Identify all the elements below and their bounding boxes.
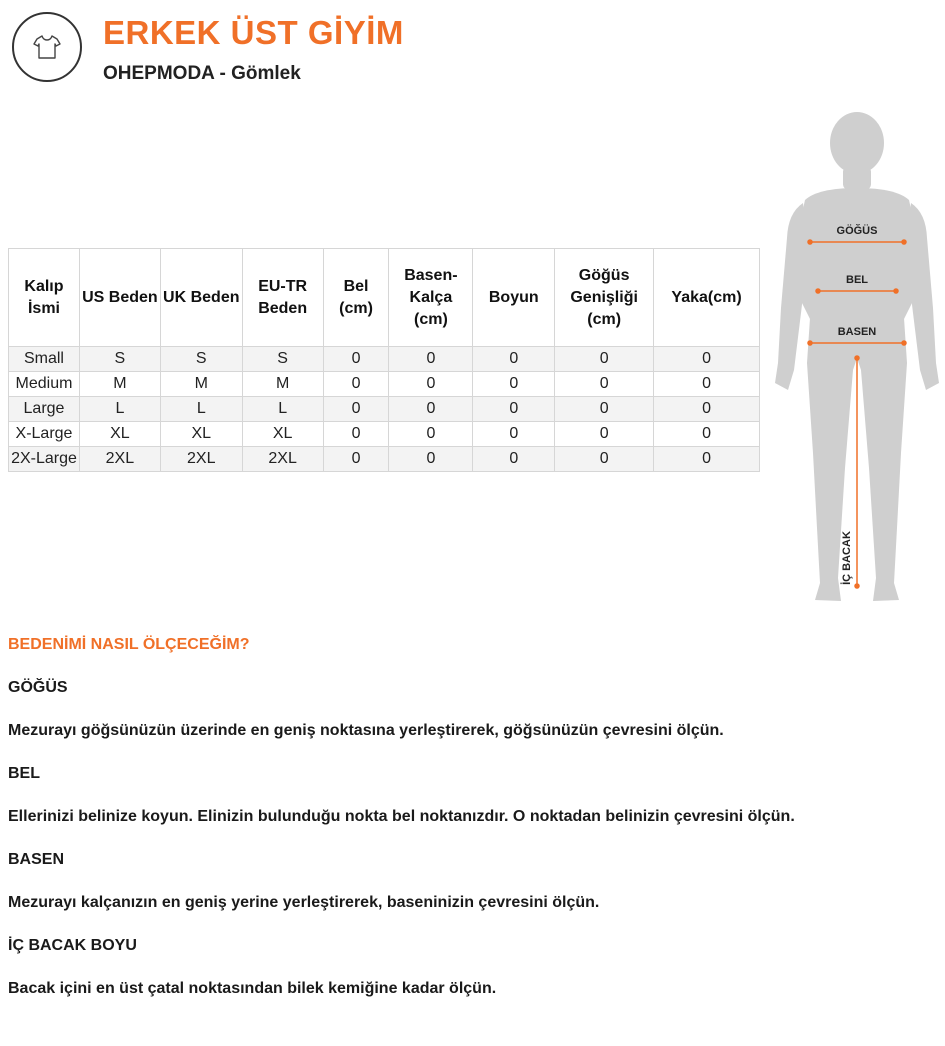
table-cell: 0 — [473, 397, 555, 422]
table-row — [9, 372, 760, 397]
table-row — [9, 447, 760, 472]
table-cell: 0 — [555, 422, 654, 447]
table-cell: 2XL — [79, 447, 160, 472]
table-cell: L — [160, 397, 242, 422]
table-cell: 0 — [389, 447, 473, 472]
waist-label: BEL — [846, 274, 868, 286]
table-cell: 0 — [389, 422, 473, 447]
column-header: Yaka(cm) — [654, 249, 760, 347]
table-cell: 2X-Large — [9, 447, 80, 472]
guide-text-chest: Mezurayı göğsünüzün üzerinde en geniş noktasına yerleştirerek, göğsünüzün çevresini ölçün. — [8, 722, 724, 739]
table-cell: 2XL — [242, 447, 323, 472]
guide-heading-waist: BEL — [8, 765, 40, 782]
hip-label: BASEN — [837, 326, 877, 338]
table-cell: 0 — [654, 422, 760, 447]
table-cell: M — [242, 372, 323, 397]
column-header: US Beden — [79, 249, 160, 347]
table-cell: Small — [9, 347, 80, 372]
table-cell: X-Large — [9, 422, 80, 447]
human-silhouette-icon — [770, 108, 945, 608]
table-cell: L — [242, 397, 323, 422]
table-cell: 0 — [389, 397, 473, 422]
table-cell: M — [160, 372, 242, 397]
tshirt-icon — [32, 32, 62, 62]
table-cell: 0 — [555, 372, 654, 397]
guide-text-waist: Ellerinizi belinize koyun. Elinizin bulunduğu nokta bel noktanızdır. O noktadan belinizin çevresini ölçün. — [8, 808, 795, 825]
table-cell: L — [79, 397, 160, 422]
table-cell: 0 — [555, 397, 654, 422]
table-cell: 0 — [323, 422, 389, 447]
table-cell: 0 — [323, 347, 389, 372]
page-subtitle: OHEPMODA - Gömlek — [103, 63, 301, 84]
size-table — [8, 248, 760, 472]
table-cell: 0 — [323, 397, 389, 422]
table-cell: S — [79, 347, 160, 372]
guide-heading-inseam: İÇ BACAK BOYU — [8, 937, 137, 954]
table-row — [9, 422, 760, 447]
column-header: Boyun — [473, 249, 555, 347]
table-cell: 0 — [389, 372, 473, 397]
table-header-row — [9, 249, 760, 347]
table-row — [9, 347, 760, 372]
body-measurement-figure — [770, 108, 945, 608]
table-cell: 0 — [654, 397, 760, 422]
table-cell: 0 — [654, 372, 760, 397]
column-header: UK Beden — [160, 249, 242, 347]
page-title: ERKEK ÜST GİYİM — [103, 14, 404, 51]
table-cell: 0 — [555, 447, 654, 472]
table-cell: 0 — [654, 447, 760, 472]
guide-heading-hip: BASEN — [8, 851, 65, 868]
table-cell: 0 — [473, 447, 555, 472]
table-cell: 2XL — [160, 447, 242, 472]
column-header: EU-TR Beden — [242, 249, 323, 347]
table-cell: XL — [160, 422, 242, 447]
column-header: Göğüs Genişliği (cm) — [555, 249, 654, 347]
table-cell: 0 — [473, 347, 555, 372]
column-header: Basen-Kalça (cm) — [389, 249, 473, 347]
table-cell: XL — [242, 422, 323, 447]
table-cell: 0 — [323, 372, 389, 397]
chest-label: GÖĞÜS — [836, 225, 878, 237]
column-header: Kalıp İsmi — [9, 249, 80, 347]
table-cell: S — [242, 347, 323, 372]
table-row — [9, 397, 760, 422]
inseam-label: İÇ BACAK — [841, 531, 853, 585]
table-cell: 0 — [555, 347, 654, 372]
table-cell: 0 — [473, 422, 555, 447]
guide-text-inseam: Bacak içini en üst çatal noktasından bilek kemiğine kadar ölçün. — [8, 980, 497, 997]
table-cell: XL — [79, 422, 160, 447]
measurement-guide — [8, 634, 798, 1021]
tshirt-icon-badge — [12, 12, 82, 82]
table-cell: Medium — [9, 372, 80, 397]
table-cell: 0 — [473, 372, 555, 397]
table-cell: 0 — [389, 347, 473, 372]
table-cell: 0 — [323, 447, 389, 472]
guide-text-hip: Mezurayı kalçanızın en geniş yerine yerleştirerek, baseninizin çevresini ölçün. — [8, 894, 600, 911]
table-cell: Large — [9, 397, 80, 422]
guide-heading-chest: GÖĞÜS — [8, 679, 68, 696]
table-cell: 0 — [654, 347, 760, 372]
table-cell: M — [79, 372, 160, 397]
column-header: Bel (cm) — [323, 249, 389, 347]
guide-question: BEDENİMİ NASIL ÖLÇECEĞİM? — [8, 636, 250, 653]
table-cell: S — [160, 347, 242, 372]
